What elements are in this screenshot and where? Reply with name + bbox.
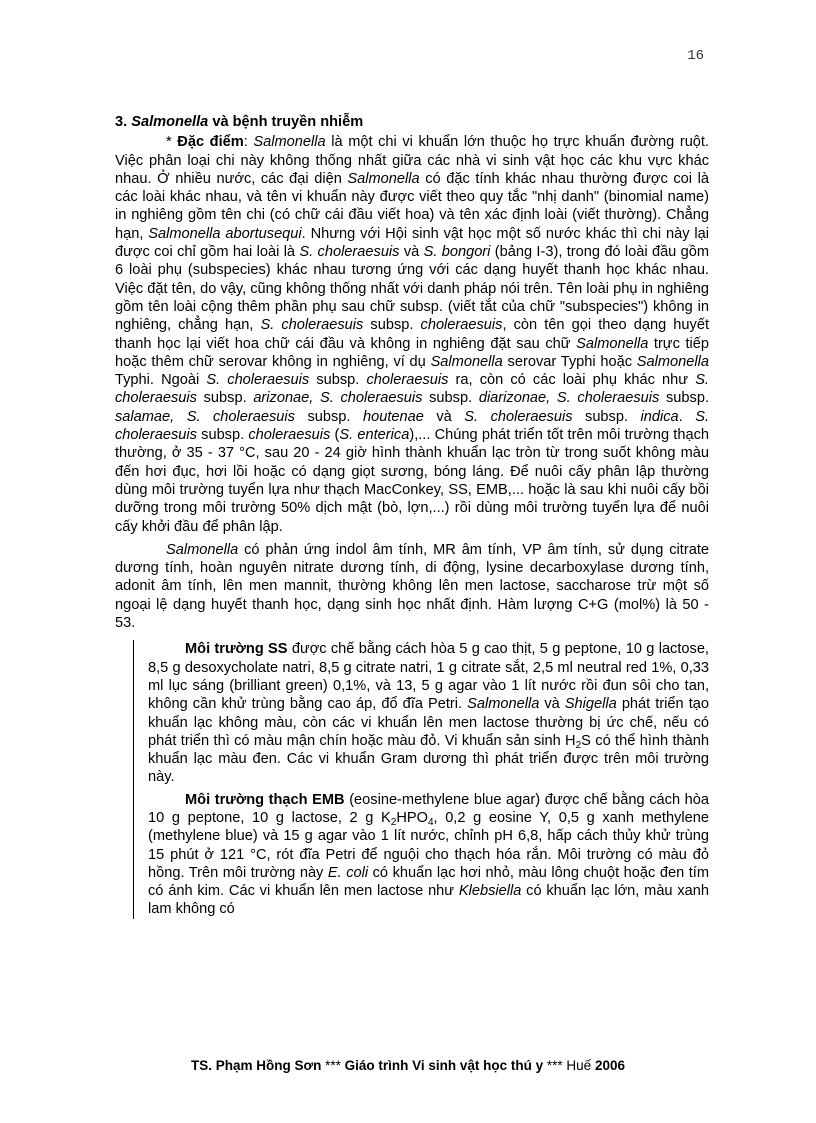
page-footer: TS. Phạm Hồng Sơn *** Giáo trình Vi sinh vật học thú y *** Huế 2006	[191, 1058, 625, 1073]
paragraph-emb-medium: Môi trường thạch EMB (eosine-methylene blue agar) được chế bằng cách hòa 10 g peptone, 10 g lactose, 2 g $K_2HPO_4$, 0,2 g eosine Y, 0,5 g xanh methylene (methylene blue) và 15 g agar vào 1 lít nước, chỉnh pH 6,8, hấp cách thủy khử trùng 15 phút ở 121 °C, rót đĩa Petri để nguội cho thạch hóa rắn. Môi trường có màu đỏ hồng. Trên môi trường này E. coli có khuẩn lạc hơi nhỏ, màu lông chuột hoặc đen tím có ánh kim. Các vi khuẩn lên men lactose như Klebsiella có khuẩn lạc lớn, màu xanh lam không có	[148, 791, 710, 918]
document-body	[115, 113, 709, 923]
page-number: 16	[687, 48, 704, 64]
paragraph-characteristics: * Đặc điểm: Salmonella là một chi vi khuẩn lớn thuộc họ trực khuẩn đường ruột. Việc phân loại chi này không thống nhất giữa các nhà vi sinh vật học các khu vực khác nhau. Ở nhiều nước, các đại diện Salmonella có đặc tính khác nhau thường được coi là các loài khác nhau, và tên vi khuẩn này được viết theo quy tắc "nhị danh" (binomial name) in nghiêng gồm tên chi (có chữ cái đầu viết hoa) và tên xác định loài (viết thường). Chẳng hạn, Salmonella abortusequi. Nhưng với Hội sinh vật học một số nước khác thì chi này lại được coi chỉ gồm hai loài là S. choleraesuis và S. bongori (bảng I-3), trong đó loài đầu gồm 6 loài phụ (subspecies) khác nhau tương ứng với các dạng huyết thanh học khác nhau. Việc đặt tên, do vậy, cũng không thống nhất với danh pháp nói trên. Tên loài phụ in nghiêng gồm tên loài cộng thêm phần phụ sau chữ subsp. (viết tắt của chữ "subspecies") không in nghiêng, chẳng hạn, S. choleraesuis subsp. choleraesuis, còn tên gọi theo dạng huyết thanh học lại viết hoa chữ cái đầu và không in nghiêng đặt sau chữ Salmonella trực tiếp hoặc thêm chữ serovar không in nghiêng, ví dụ Salmonella serovar Typhi hoặc Salmonella Typhi. Ngoài S. choleraesuis subsp. choleraesuis ra, còn có các loài phụ khác như S. choleraesuis subsp. arizonae, S. choleraesuis subsp. diarizonae, S. choleraesuis subsp. salamae, S. choleraesuis subsp. houtenae và S. choleraesuis subsp. indica. S. choleraesuis subsp. choleraesuis (S. enterica),... Chúng phát triển tốt trên môi trường thạch thường, ở 35 - 37 °C, sau 20 - 24 giờ hình thành khuẩn lạc tròn từ trong suốt không màu đến hơi đục, hơi lồi hoặc có dạng giọt sương, bóng láng. Để nuôi cấy phân lập thường dùng môi trường tuyển lựa như thạch MacConkey, SS, EMB,... hoặc là sau khi nuôi cấy bồi dưỡng trong môi trường 50% dịch mật (bò, lợn,...) rồi dùng môi trường tuyển lựa để nuôi cấy khởi đầu để phân lập.	[115, 134, 710, 535]
section-heading: 3. Salmonella và bệnh truyền nhiễm	[115, 114, 364, 130]
culture-media-box	[133, 640, 709, 918]
paragraph-ss-medium: Môi trường SS được chế bằng cách hòa 5 g cao thịt, 5 g peptone, 10 g lactose, 8,5 g desoxycholate natri, 8,5 g citrate natri, 1 g citrate sắt, 2,5 ml neutral red 1%, 0,33 ml lục sáng (brilliant green) 0,1%, và 13, 5 g agar vào 1 lít nước rồi đun sôi cho tan, không cần khử trùng bằng cao áp, đổ đĩa Petri. Salmonella và Shigella phát triển tạo khuẩn lạc không màu, còn các vi khuẩn lên men lactose thường bị ức chế, nếu có phát triển thì có màu mận chín hoặc màu đỏ. Vi khuẩn sản $\sinh H_2S$ có thể hình thành khuẩn lạc màu đen. Các vi khuẩn Gram dương thì phát triển được trên môi trường này.	[148, 641, 710, 786]
paragraph-biochemistry: Salmonella có phản ứng indol âm tính, MR âm tính, VP âm tính, sử dụng citrate dương tính, hoàn nguyên nitrate dương tính, di động, lysine decarboxylase dương tính, adonit âm tính, lên men mannit, thường không lên men lactose, saccharose trừ một số ngoại lệ dạng huyết thanh học, dạng sinh học nhất định. Hàm lượng C+G (mol%) là 50 - 53.	[115, 541, 709, 632]
